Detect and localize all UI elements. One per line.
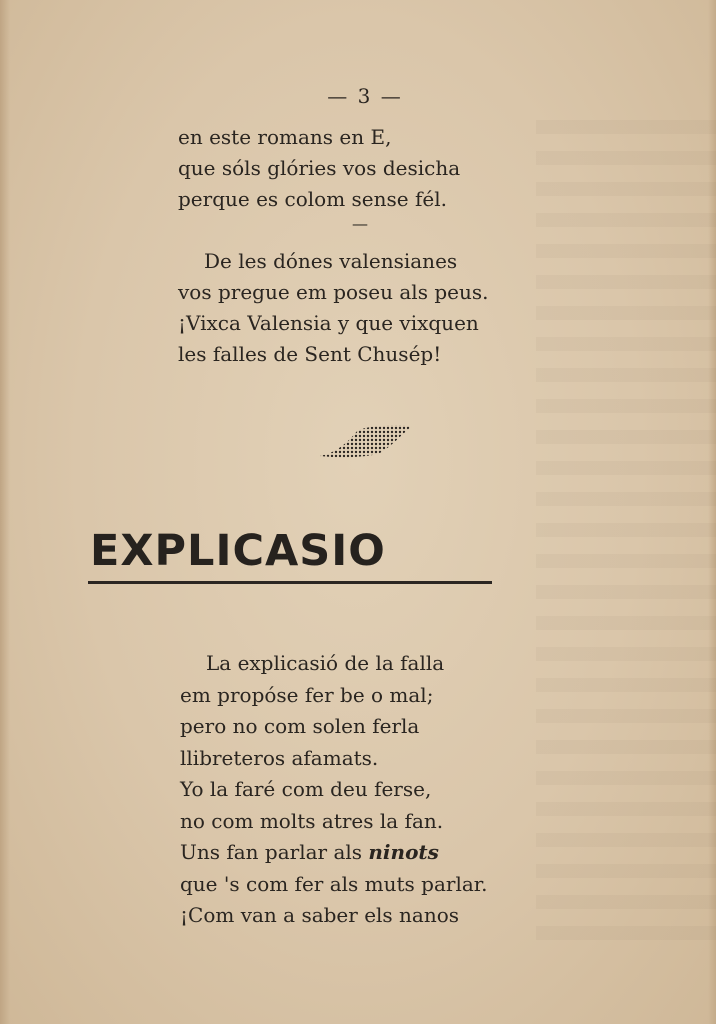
page-edge-left [0, 0, 10, 1024]
stanza-2 [178, 246, 488, 370]
verse-line: llibreteros afamats. [180, 745, 379, 770]
verse-line [180, 837, 488, 869]
verse-line: perque es colom sense fél. [178, 187, 447, 211]
verse-line: les falles de Sent Chusép! [178, 342, 442, 366]
verse-line: em propóse fer be o mal; [180, 682, 434, 707]
page-edge-right [708, 0, 716, 1024]
italic-word: ninots [368, 840, 439, 864]
verse-line: que sóls glóries vos desicha [178, 156, 461, 180]
verse-line: La explicasió de la falla [206, 651, 445, 675]
verse-line: no com molts atres la fan. [180, 808, 444, 833]
stanza-separator: — [352, 214, 368, 233]
stanza-1 [178, 122, 460, 215]
title-underline [88, 581, 492, 584]
verse-line: ¡Com van a saber els nanos [180, 903, 460, 927]
show-through-text [536, 120, 716, 940]
section-title: EXPLICASIO [90, 526, 386, 576]
dotted-ornament [318, 422, 414, 460]
verse-line: ¡Vixca Valensia y que vixquen [178, 311, 479, 335]
verse-line: en este romans en E, [178, 125, 392, 149]
verse-line: Yo la faré com deu ferse, [180, 777, 432, 801]
page-number: — 3 — [327, 84, 403, 108]
stanza-3 [180, 648, 488, 932]
verse-line: vos pregue em poseu als peus. [178, 280, 489, 304]
verse-line: De les dónes valensianes [204, 249, 458, 273]
verse-line: pero no com solen ferla [180, 714, 420, 738]
verse-text: Uns fan parlar als [180, 840, 363, 864]
verse-line: que 's com fer als muts parlar. [180, 871, 488, 896]
